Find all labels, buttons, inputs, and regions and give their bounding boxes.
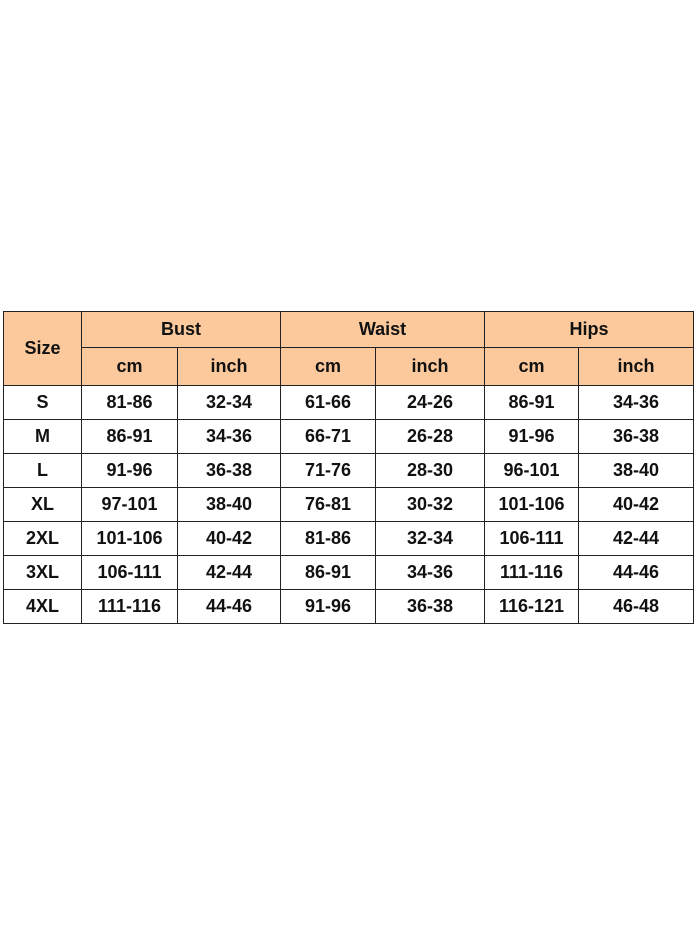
bust-inch-cell: 44-46 — [178, 590, 281, 624]
table-row — [4, 386, 694, 420]
bust-cm-cell: 106-111 — [82, 556, 178, 590]
size-column-header: Size — [4, 312, 82, 386]
waist-cm-cell: 61-66 — [281, 386, 376, 420]
size-cell: M — [4, 420, 82, 454]
hips-inch-cell: 42-44 — [579, 522, 694, 556]
waist-inch-cell: 30-32 — [376, 488, 485, 522]
bust-cm-cell: 97-101 — [82, 488, 178, 522]
waist-cm-cell: 86-91 — [281, 556, 376, 590]
size-cell: 4XL — [4, 590, 82, 624]
hips-inch-cell: 46-48 — [579, 590, 694, 624]
hips-cm-header: cm — [485, 348, 579, 386]
hips-cm-cell: 116-121 — [485, 590, 579, 624]
waist-group-header: Waist — [281, 312, 485, 348]
waist-cm-header: cm — [281, 348, 376, 386]
hips-inch-cell: 38-40 — [579, 454, 694, 488]
size-cell: S — [4, 386, 82, 420]
bust-inch-header: inch — [178, 348, 281, 386]
hips-inch-cell: 40-42 — [579, 488, 694, 522]
hips-cm-cell: 91-96 — [485, 420, 579, 454]
table-row — [4, 522, 694, 556]
table-row — [4, 420, 694, 454]
hips-inch-cell: 34-36 — [579, 386, 694, 420]
bust-cm-header: cm — [82, 348, 178, 386]
size-cell: L — [4, 454, 82, 488]
waist-inch-cell: 36-38 — [376, 590, 485, 624]
waist-cm-cell: 91-96 — [281, 590, 376, 624]
header-group-row — [4, 312, 694, 348]
bust-cm-cell: 81-86 — [82, 386, 178, 420]
bust-inch-cell: 32-34 — [178, 386, 281, 420]
waist-cm-cell: 76-81 — [281, 488, 376, 522]
waist-inch-cell: 34-36 — [376, 556, 485, 590]
waist-cm-cell: 81-86 — [281, 522, 376, 556]
waist-cm-cell: 71-76 — [281, 454, 376, 488]
waist-inch-cell: 24-26 — [376, 386, 485, 420]
waist-inch-cell: 32-34 — [376, 522, 485, 556]
waist-inch-cell: 26-28 — [376, 420, 485, 454]
bust-cm-cell: 91-96 — [82, 454, 178, 488]
table-row — [4, 488, 694, 522]
bust-cm-cell: 111-116 — [82, 590, 178, 624]
table-row — [4, 556, 694, 590]
hips-inch-cell: 44-46 — [579, 556, 694, 590]
waist-inch-cell: 28-30 — [376, 454, 485, 488]
bust-inch-cell: 42-44 — [178, 556, 281, 590]
header-unit-row — [4, 348, 694, 386]
hips-cm-cell: 96-101 — [485, 454, 579, 488]
bust-inch-cell: 36-38 — [178, 454, 281, 488]
size-cell: 2XL — [4, 522, 82, 556]
bust-group-header: Bust — [82, 312, 281, 348]
table-row — [4, 590, 694, 624]
bust-inch-cell: 34-36 — [178, 420, 281, 454]
size-cell: 3XL — [4, 556, 82, 590]
bust-inch-cell: 38-40 — [178, 488, 281, 522]
bust-inch-cell: 40-42 — [178, 522, 281, 556]
hips-cm-cell: 111-116 — [485, 556, 579, 590]
hips-group-header: Hips — [485, 312, 694, 348]
size-cell: XL — [4, 488, 82, 522]
hips-inch-cell: 36-38 — [579, 420, 694, 454]
waist-cm-cell: 66-71 — [281, 420, 376, 454]
hips-cm-cell: 101-106 — [485, 488, 579, 522]
hips-cm-cell: 106-111 — [485, 522, 579, 556]
waist-inch-header: inch — [376, 348, 485, 386]
hips-inch-header: inch — [579, 348, 694, 386]
hips-cm-cell: 86-91 — [485, 386, 579, 420]
table-row — [4, 454, 694, 488]
size-chart-table — [3, 311, 694, 624]
bust-cm-cell: 86-91 — [82, 420, 178, 454]
bust-cm-cell: 101-106 — [82, 522, 178, 556]
